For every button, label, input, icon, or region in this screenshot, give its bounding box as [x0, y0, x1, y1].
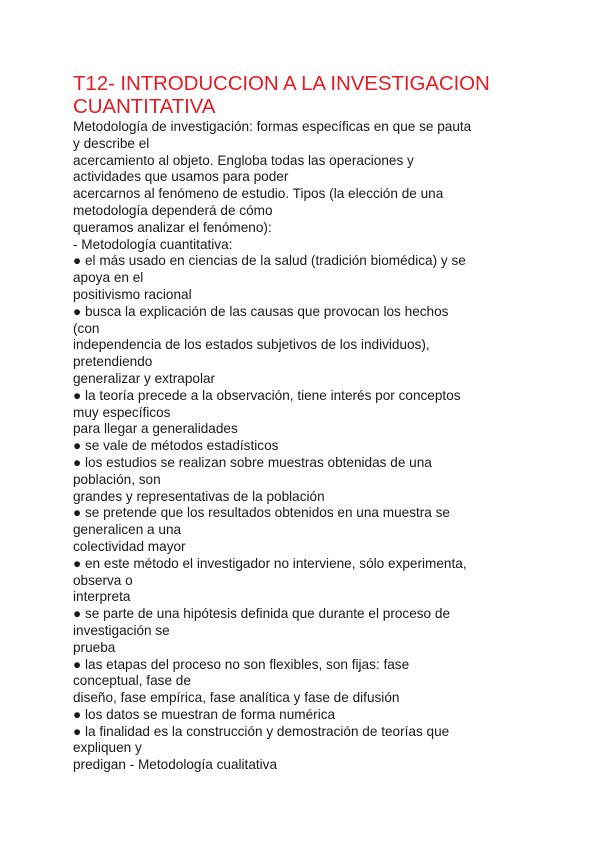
body-line: queramos analizar el fenómeno):	[73, 219, 272, 235]
body-line: conceptual, fase de	[73, 673, 191, 689]
bullet-line: ● la finalidad es la construcción y demostración de teorías que	[73, 723, 450, 739]
body-line: colectividad mayor	[73, 538, 186, 554]
body-line: acercarnos al fenómeno de estudio. Tipos (la elección de una	[73, 186, 444, 202]
body-line: generalizar y extrapolar	[73, 370, 216, 386]
body-line: investigación se	[73, 622, 170, 638]
body-line: observa o	[73, 572, 133, 588]
body-line: muy específicos	[73, 404, 171, 420]
bullet-line: ● se parte de una hipótesis definida que durante el proceso de	[73, 606, 451, 622]
title-line: CUANTITATIVA	[73, 95, 216, 118]
section-heading: - Metodología cuantitativa:	[73, 236, 233, 252]
bullet-line: ● la teoría precede a la observación, tiene interés por conceptos	[73, 387, 461, 403]
body-line: metodología dependerá de cómo	[73, 202, 273, 218]
body-line: expliquen y	[73, 740, 142, 756]
body-line: positivismo racional	[73, 286, 192, 302]
body-line: acercamiento al objeto. Engloba todas las operaciones y	[73, 152, 414, 168]
bullet-line: ● las etapas del proceso no son flexibles, son fijas: fase	[73, 656, 410, 672]
body-line: apoya en el	[73, 270, 144, 286]
body-line: predigan - Metodología cualitativa	[73, 757, 278, 773]
body-line: interpreta	[73, 589, 131, 605]
bullet-line: ● los estudios se realizan sobre muestras obtenidas de una	[73, 454, 432, 470]
body-line: prueba	[73, 639, 116, 655]
body-line: para llegar a generalidades	[73, 421, 238, 437]
body-line: pretendiendo	[73, 354, 153, 370]
bullet-line: ● los datos se muestran de forma numérica	[73, 706, 336, 722]
document-body	[73, 119, 540, 774]
bullet-line: ● en este método el investigador no interviene, sólo experimenta,	[73, 555, 467, 571]
bullet-line: ● busca la explicación de las causas que provocan los hechos	[73, 303, 449, 319]
body-line: grandes y representativas de la población	[73, 488, 325, 504]
body-line: diseño, fase empírica, fase analítica y fase de difusión	[73, 690, 400, 706]
body-line: población, son	[73, 471, 161, 487]
body-line: independencia de los estados subjetivos de los individuos),	[73, 337, 430, 353]
body-line: actividades que usamos para poder	[73, 169, 289, 185]
body-line: Metodología de investigación: formas específicas en que se pauta	[73, 119, 472, 134]
bullet-line: ● se vale de métodos estadísticos	[73, 438, 279, 454]
title-line: T12- INTRODUCCION A LA INVESTIGACION	[73, 72, 490, 95]
bullet-line: ● se pretende que los resultados obtenidos en una muestra se	[73, 505, 450, 521]
document-title	[73, 72, 540, 118]
body-line: (con	[73, 320, 100, 336]
body-line: generalicen a una	[73, 522, 182, 538]
body-line: y describe el	[73, 135, 150, 151]
bullet-line: ● el más usado en ciencias de la salud (tradición biomédica) y se	[73, 253, 466, 269]
